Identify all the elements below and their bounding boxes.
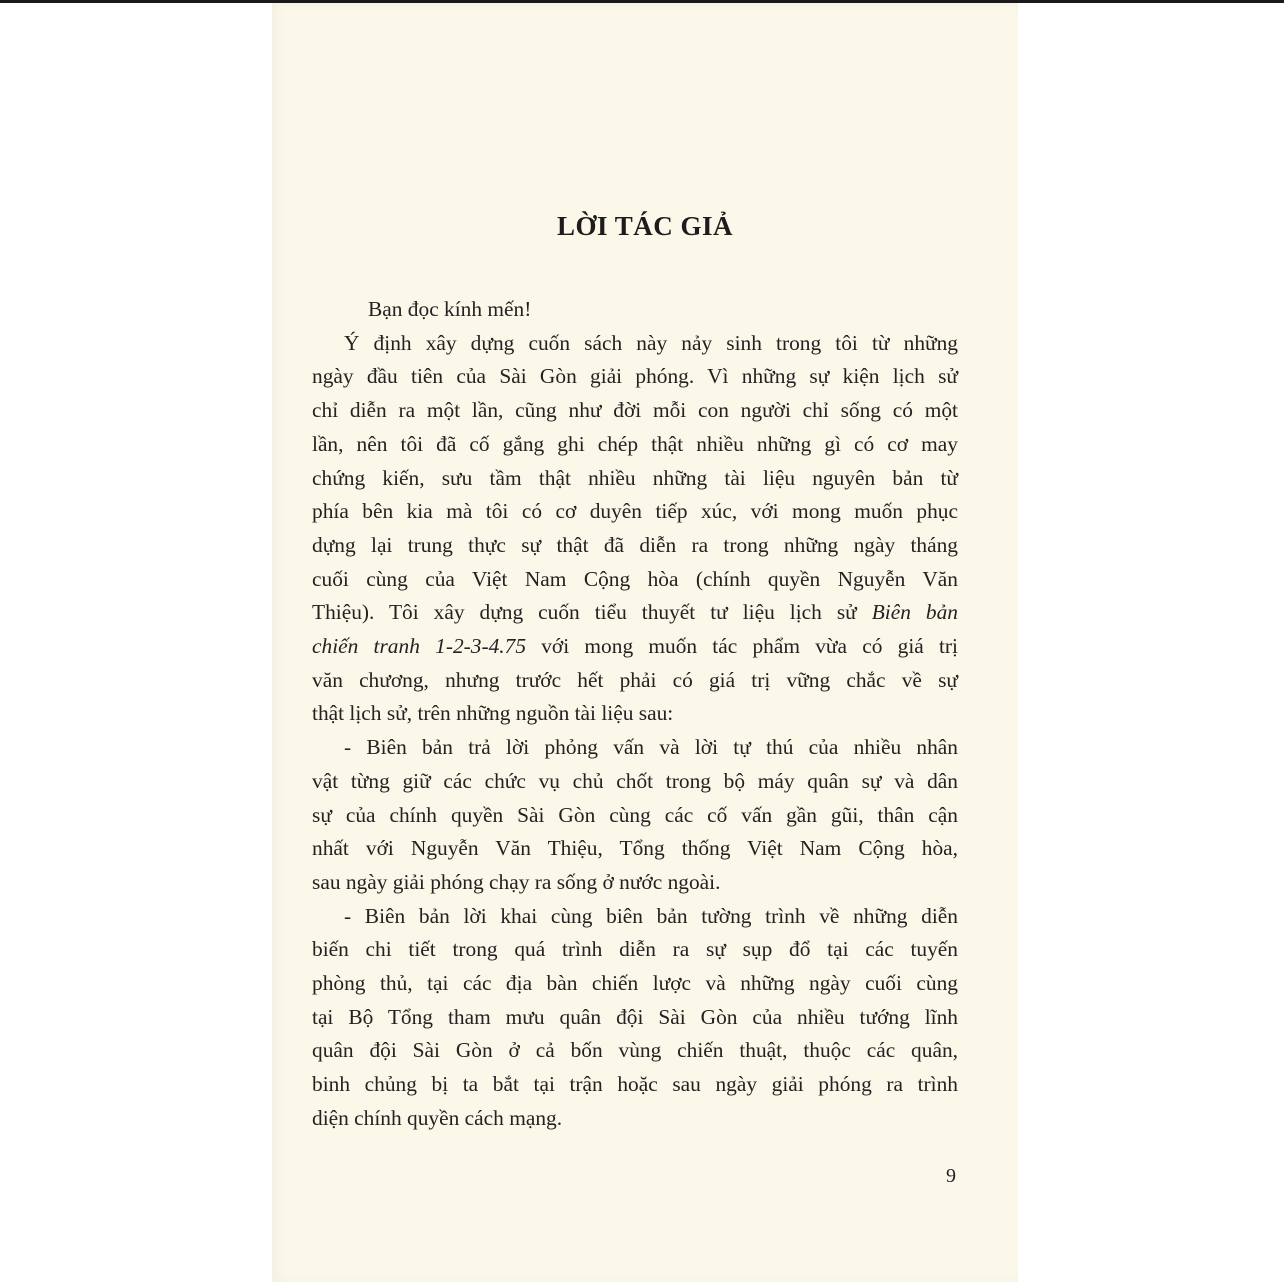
text-line: binh chủng bị ta bắt tại trận hoặc sau ngày giải phóng ra trình — [312, 1072, 958, 1097]
text-line: quân đội Sài Gòn ở cả bốn vùng chiến thuật, thuộc các quân, — [312, 1038, 958, 1063]
text-line: cuối cùng của Việt Nam Cộng hòa (chính quyền Nguyễn Văn — [312, 566, 958, 591]
text-line: lần, nên tôi đã cố gắng ghi chép thật nhiều những gì có cơ may — [312, 431, 958, 456]
text-line: chỉ diễn ra một lần, cũng như đời mỗi con người chỉ sống có một — [312, 398, 958, 423]
text-line-with-italic-title — [312, 596, 958, 630]
text-line: ngày đầu tiên của Sài Gòn giải phóng. Vì những sự kiện lịch sử — [312, 364, 958, 389]
body-text — [312, 293, 958, 1136]
text-line: thật lịch sử, trên những nguồn tài liệu sau: — [312, 701, 674, 726]
text-line: biến chi tiết trong quá trình diễn ra sự sụp đổ tại các tuyến — [312, 937, 958, 962]
greeting-line: Bạn đọc kính mến! — [368, 297, 532, 321]
text-line: vật từng giữ các chức vụ chủ chốt trong bộ máy quân sự và dân — [312, 768, 958, 793]
text-line: sự của chính quyền Sài Gòn cùng các cố vấn gần gũi, thân cận — [312, 802, 958, 827]
text-line: chứng kiến, sưu tầm thật nhiều những tài liệu nguyên bản từ — [312, 465, 958, 490]
text-line-with-italic-title — [312, 630, 958, 664]
text-line: tại Bộ Tổng tham mưu quân đội Sài Gòn của nhiều tướng lĩnh — [312, 1004, 958, 1029]
text-line: sau ngày giải phóng chạy ra sống ở nước ngoài. — [312, 869, 721, 894]
text-line: diện chính quyền cách mạng. — [312, 1105, 563, 1130]
text-segment: Thiệu). Tôi xây dựng cuốn tiểu thuyết tư liệu lịch sử — [312, 600, 872, 625]
text-line: - Biên bản lời khai cùng biên bản tường trình về những diễn — [344, 903, 958, 928]
text-line: - Biên bản trả lời phỏng vấn và lời tự thú của nhiều nhân — [344, 735, 958, 760]
book-title-italic: chiến tranh 1-2-3-4.75 — [312, 634, 527, 659]
text-line: văn chương, nhưng trước hết phải có giá trị vững chắc về sự — [312, 667, 958, 692]
text-line: phòng thủ, tại các địa bàn chiến lược và những ngày cuối cùng — [312, 971, 958, 996]
text-line: Ý định xây dựng cuốn sách này nảy sinh trong tôi từ những — [344, 330, 958, 355]
text-segment: với mong muốn tác phẩm vừa có giá trị — [526, 634, 958, 659]
text-line: dựng lại trung thực sự thật đã diễn ra trong những ngày tháng — [312, 532, 958, 557]
book-title-italic: Biên bản — [871, 600, 958, 625]
page-number: 9 — [946, 1165, 956, 1187]
text-line: nhất với Nguyễn Văn Thiệu, Tổng thống Việt Nam Cộng hòa, — [312, 836, 958, 861]
page-title: LỜI TÁC GIẢ — [556, 211, 734, 241]
book-page — [272, 3, 1018, 1282]
text-line: phía bên kia mà tôi có cơ duyên tiếp xúc, với mong muốn phục — [312, 499, 958, 524]
